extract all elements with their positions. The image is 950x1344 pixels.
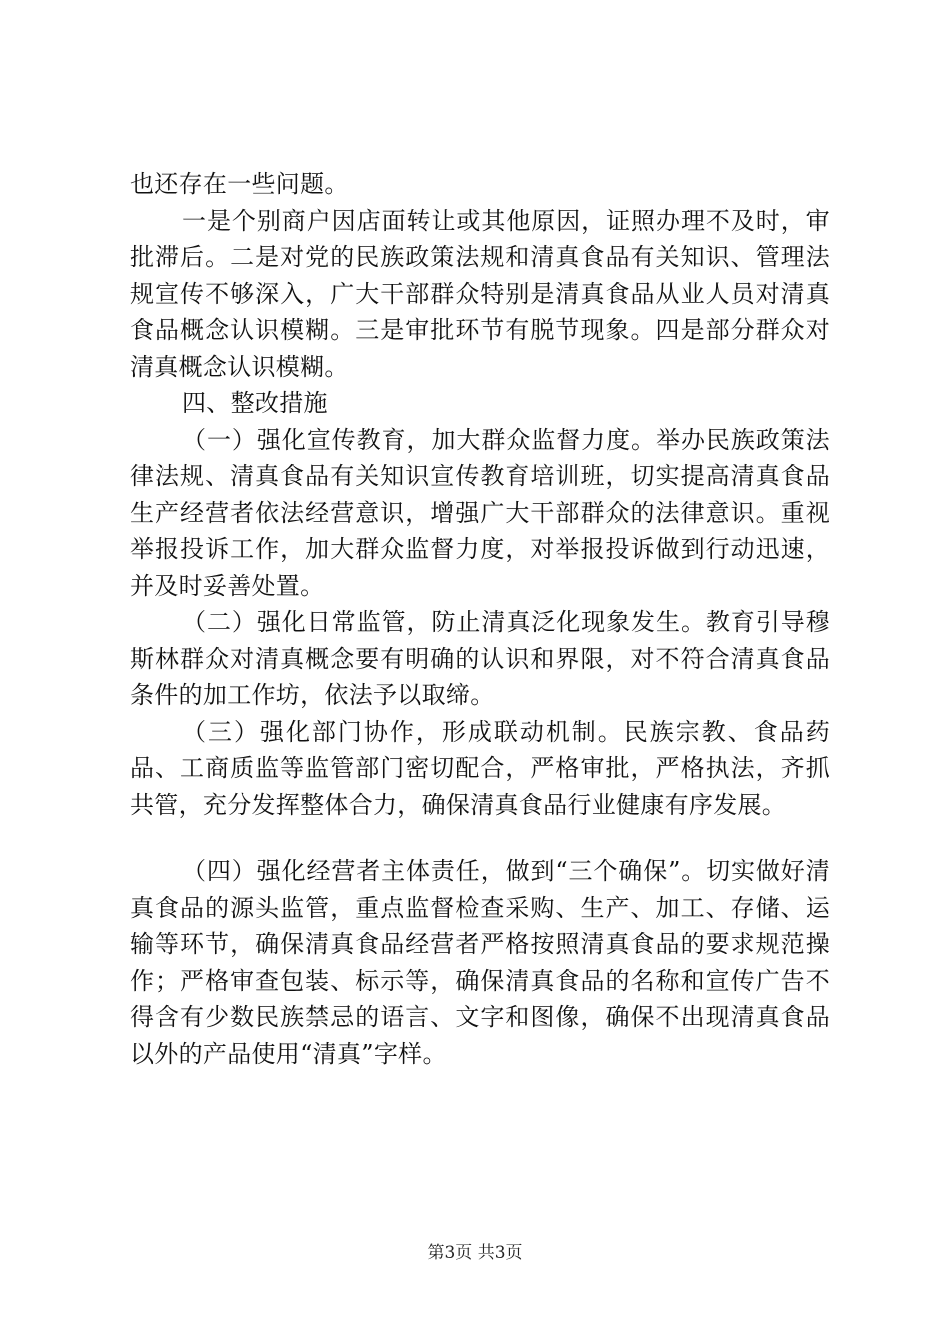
paragraph-measure-2: （二）强化日常监管，防止清真泛化现象发生。教育引导穆斯林群众对清真概念要有明确的认识和界限，对不符合清真食品条件的加工作坊，依法予以取缔。 xyxy=(130,608,830,709)
paragraph-problems: 一是个别商户因店面转让或其他原因，证照办理不及时，审批滞后。二是对党的民族政策法规和清真食品有关知识、管理法规宣传不够深入，广大干部群众特别是清真食品从业人员对清真食品概念认识模糊。三是审批环节有脱节现象。四是部分群众对清真概念认识模糊。 xyxy=(130,206,830,381)
paragraph-continuation: 也还存在一些问题。 xyxy=(130,170,349,198)
section-heading-rectification: 四、整改措施 xyxy=(182,389,328,417)
paragraph-measure-1: （一）强化宣传教育，加大群众监督力度。举办民族政策法律法规、清真食品有关知识宣传教育培训班，切实提高清真食品生产经营者依法经营意识，增强广大干部群众的法律意识。重视举报投诉工作，加大群众监督力度，对举报投诉做到行动迅速，并及时妥善处置。 xyxy=(130,425,830,600)
paragraph-measure-3: （三）强化部门协作，形成联动机制。民族宗教、食品药品、工商质监等监管部门密切配合，严格审批，严格执法，齐抓共管，充分发挥整体合力，确保清真食品行业健康有序发展。 xyxy=(130,717,830,819)
document-body xyxy=(130,166,830,1072)
paragraph-measure-4: （四）强化经营者主体责任，做到“三个确保”。切实做好清真食品的源头监管，重点监督检查采购、生产、加工、存储、运输等环节，确保清真食品经营者严格按照清真食品的要求规范操作；严格审查包装、标示等，确保清真食品的名称和宣传广告不得含有少数民族禁忌的语言、文字和图像，确保不出现清真食品以外的产品使用“清真”字样。 xyxy=(130,857,830,1068)
page-number-footer: 第3页 共3页 xyxy=(427,1243,523,1263)
